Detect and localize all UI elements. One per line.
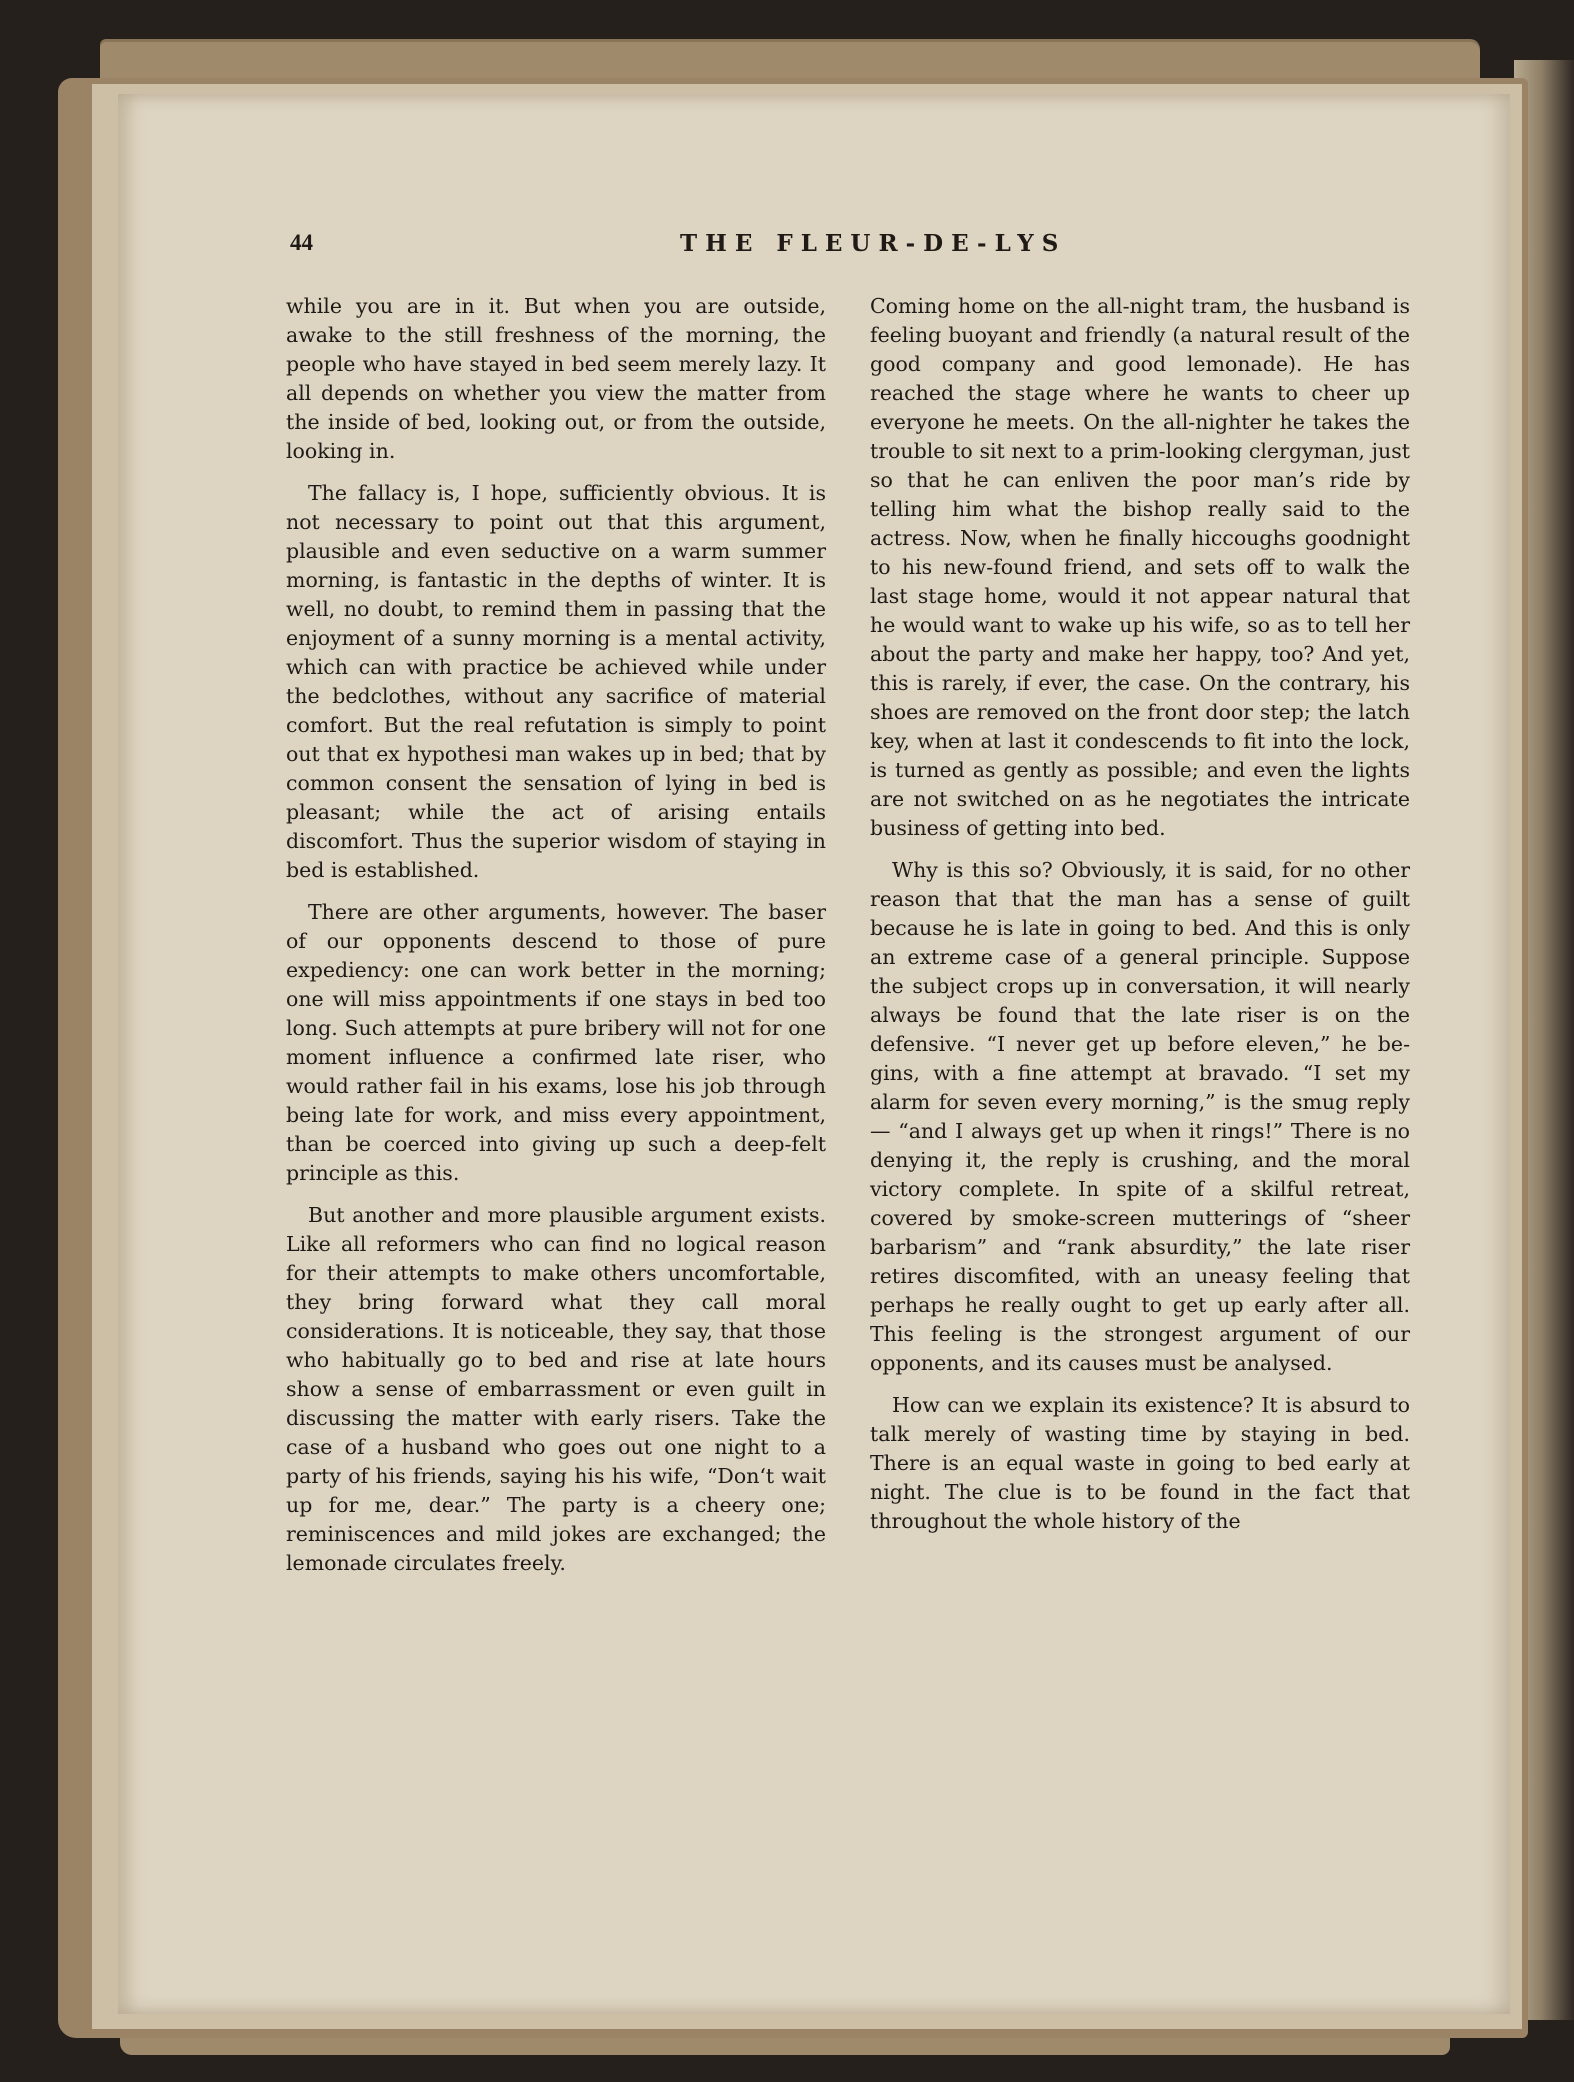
paragraph: But another and more plausible argument exists. Like all reformers who can find no logical reason for their attempts to make others uncomfortable, they bring forward what they call moral considerations. It is noticeable, they say, that those who habitually go to bed and rise at late hours show a sense of embarrassment or even guilt in discussing the matter with early risers. Take the case of a husband who goes out one night to a party of his friends, saying his his wife, “Don‘t wait up for me, dear.” The party is a cheery one; reminiscences and mild jokes are exchanged; the lemonade circulates freely. [286, 1203, 826, 1575]
running-title: THE FLEUR-DE-LYS [680, 230, 1067, 257]
paragraph: The fallacy is, I hope, sufficiently obvious. It is not necessary to point out that this argument, plausible and even seductive on a warm summer morning, is fantastic in the depths of winter. It is well, no doubt, to remind them in passing that the enjoyment of a sunny morning is a mental activity, which can with practice be achieved while under the bedclothes, without any sacrifice of material comfort. But the real refutation is simply to point out that ex hypothesi man wakes up in bed; that by common consent the sensation of lying in bed is pleasant; while the act of arising entails discomfort. Thus the superior wisdom of staying in bed is established. [286, 481, 826, 882]
page-header [290, 230, 1420, 264]
paragraph: Why is this so? Obviously, it is said, for no other reason that that the man has a sense of guilt because he is late in going to bed. And this is only an extreme case of a general principle. Suppose the subject crops up in conversation, it will nearly always be found that the late riser is on the defensive. “I never get up before eleven,” he begins, with a fine attempt at bravado. “I set my alarm for seven every morning,” is the smug reply — “and I always get up when it rings!” There is no denying it, the reply is crushing, and the moral victory complete. In spite of a skilful retreat, covered by smoke-screen mutterings of “sheer barbarism” and “rank absurdity,” the late riser retires discomfited, with an uneasy feeling that perhaps he really ought to get up early after all. This feeling is the strongest argument of our opponents, and its causes must be analysed. [870, 858, 1410, 1375]
page-number: 44 [290, 230, 313, 255]
right-column [870, 292, 1410, 1549]
left-column [286, 292, 826, 1591]
paragraph: Coming home on the all-night tram, the husband is feeling buoyant and friendly (a natural result of the good company and good lemonade). He has reached the stage where he wants to cheer up everyone he meets. On the all-nighter he takes the trouble to sit next to a prim-looking clergyman, just so that he can enliven the poor man’s ride by telling him what the bishop really said to the actress. Now, when he finally hiccoughs goodnight to his new-found friend, and sets off to walk the last stage home, would it not appear natural that he would want to wake up his wife, so as to tell her about the party and make her happy, too? And yet, this is rarely, if ever, the case. On the contrary, his shoes are removed on the front door step; the latch key, when at last it condescends to fit into the lock, is turned as gently as possible; and even the lights are not switched on as he negotiates the intricate business of getting into bed. [870, 294, 1410, 840]
paragraph: while you are in it. But when you are outside, awake to the still freshness of the morning, the people who have stayed in bed seem merely lazy. It all depends on whether you view the matter from the inside of bed, looking out, or from the outside, looking in. [286, 294, 826, 463]
paragraph: There are other arguments, however. The baser of our opponents descend to those of pure expediency: one can work better in the morning; one will miss appointments if one stays in bed too long. Such attempts at pure bribery will not for one moment influence a confirmed late riser, who would rather fail in his exams, lose his job through being late for work, and miss every appointment, than be coerced into giving up such a deep-felt principle as this. [286, 900, 826, 1185]
paragraph: How can we explain its existence? It is absurd to talk merely of wasting time by staying in bed. There is an equal waste in going to bed early at night. The clue is to be found in the fact that throughout the whole history of the [870, 1393, 1410, 1533]
